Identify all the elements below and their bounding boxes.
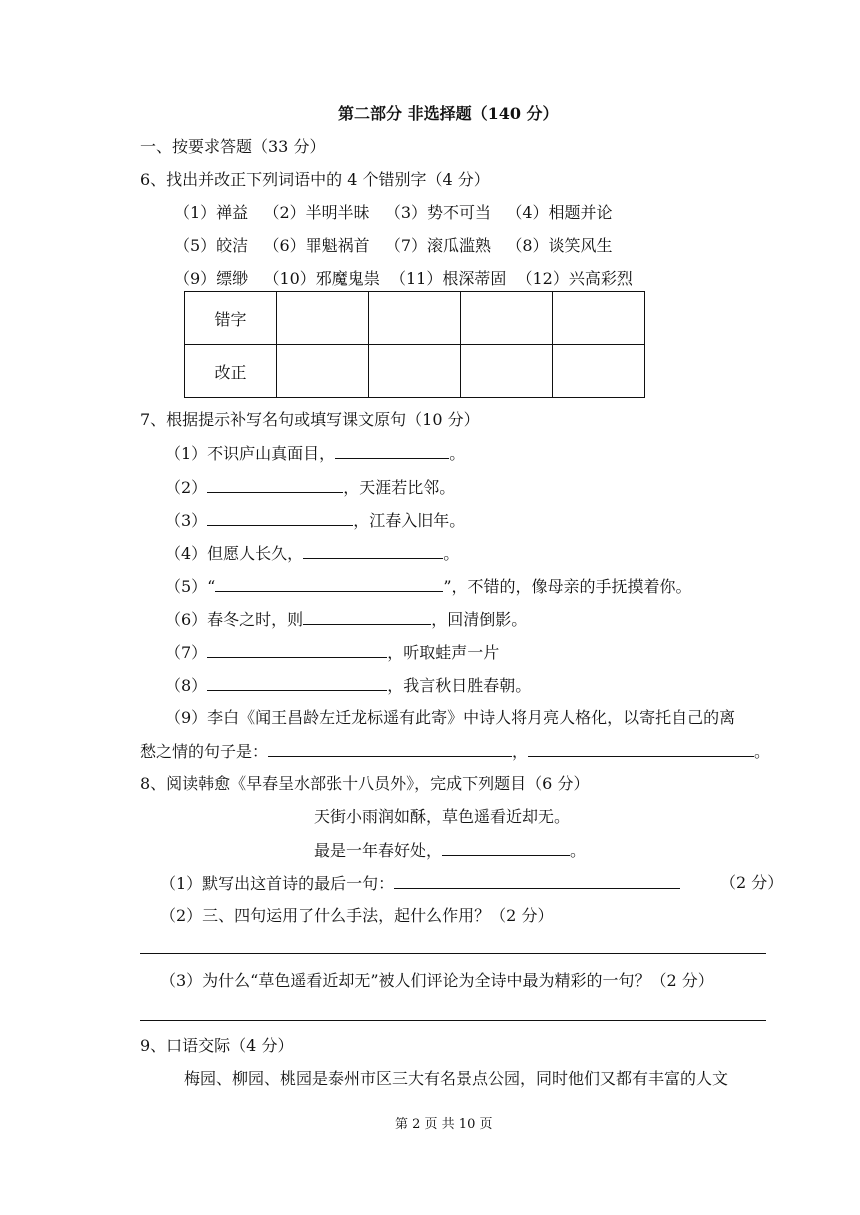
- q7-line3-end: ，江春入旧年。: [353, 511, 466, 530]
- q7-line6-text: （6）春冬之时，则: [165, 610, 304, 629]
- q8-sub1-text: （1）默写出这首诗的最后一句：: [160, 874, 395, 893]
- section-heading: 一、按要求答题（33 分）: [140, 137, 326, 156]
- q6-words-row3: （9）缥缈 （10）邪魔鬼祟 （11）根深蒂固 （12）兴高彩烈: [174, 269, 633, 288]
- q8-sub2: （2）三、四句运用了什么手法，起什么作用？（2 分）: [160, 906, 554, 925]
- q6-words-row1: （1）禅益 （2）半明半昧 （3）势不可当 （4）相题并论: [174, 203, 613, 222]
- answer-blank[interactable]: [207, 476, 343, 493]
- answer-blank[interactable]: [335, 442, 449, 459]
- q7-line4: [165, 542, 459, 565]
- q7-line9b-text: 愁之情的句子是：: [140, 742, 269, 761]
- q7-line9: （9）李白《闻王昌龄左迁龙标遥有此寄》中诗人将月亮人格化，以寄托自己的离: [165, 708, 736, 727]
- q7-line2: [165, 476, 455, 499]
- q7-line5-end: ”，不错的，像母亲的手抚摸着你。: [443, 577, 692, 596]
- q7-line1-text: （1）不识庐山真面目，: [165, 444, 336, 463]
- q7-line6: [165, 608, 527, 631]
- q7-line9-end: 。: [754, 742, 771, 761]
- table-cell[interactable]: [461, 292, 553, 345]
- answer-line[interactable]: [140, 953, 766, 954]
- q7-line5: [165, 575, 692, 598]
- answer-blank[interactable]: [207, 641, 387, 658]
- answer-blank[interactable]: [215, 575, 443, 592]
- table-label-correct: 改正: [185, 345, 277, 398]
- section-title: 第二部分 非选择题（140 分）: [338, 104, 559, 123]
- q8-sub1-score: （2 分）: [720, 873, 784, 892]
- q7-line8: [165, 674, 531, 697]
- q7-line1-end: 。: [449, 444, 466, 463]
- poem-line2: [314, 839, 586, 862]
- poem-line2-text: 最是一年春好处，: [314, 841, 443, 860]
- q7-line7-end: ，听取蛙声一片: [387, 643, 500, 662]
- q7-line4-text: （4）但愿人长久，: [165, 544, 304, 563]
- poem-line2-end: 。: [570, 841, 587, 860]
- poem-line1: 天街小雨润如酥，草色遥看近却无。: [314, 807, 571, 826]
- q7-line9-comma: ，: [512, 742, 529, 761]
- table-cell[interactable]: [277, 345, 369, 398]
- q7-line6-end: ，回清倒影。: [431, 610, 528, 629]
- q7-line9-continued: [140, 740, 770, 763]
- q8-sub3: （3）为什么“草色遥看近却无”被人们评论为全诗中最为精彩的一句？（2 分）: [160, 971, 714, 990]
- table-cell[interactable]: [553, 345, 645, 398]
- q7-line5-text: （5）“: [165, 577, 216, 596]
- q7-line3: [165, 509, 465, 532]
- q7-line7-text: （7）: [165, 643, 208, 662]
- answer-blank[interactable]: [207, 509, 353, 526]
- answer-blank[interactable]: [394, 872, 680, 889]
- q6-prompt: 6、找出并改正下列词语中的 4 个错别字（4 分）: [140, 170, 490, 189]
- answer-blank[interactable]: [268, 740, 512, 757]
- page-footer: 第 2 页 共 10 页: [395, 1117, 493, 1132]
- q7-line8-text: （8）: [165, 676, 208, 695]
- q8-prompt: 8、阅读韩愈《早春呈水部张十八员外》，完成下列题目（6 分）: [140, 774, 590, 793]
- table-label-wrong: 错字: [185, 292, 277, 345]
- q7-prompt: 7、根据提示补写名句或填写课文原句（10 分）: [140, 410, 480, 429]
- answer-blank[interactable]: [303, 608, 431, 625]
- q7-line2-text: （2）: [165, 478, 208, 497]
- answer-blank[interactable]: [528, 740, 754, 757]
- answer-blank[interactable]: [303, 542, 443, 559]
- q7-line7: [165, 641, 499, 664]
- q7-line8-end: ，我言秋日胜春朝。: [387, 676, 532, 695]
- table-cell[interactable]: [553, 292, 645, 345]
- q9-text: 梅园、柳园、桃园是泰州市区三大有名景点公园，同时他们又都有丰富的人文: [184, 1069, 729, 1088]
- table-cell[interactable]: [461, 345, 553, 398]
- table-cell[interactable]: [277, 292, 369, 345]
- answer-line[interactable]: [140, 1020, 766, 1021]
- q9-prompt: 9、口语交际（4 分）: [140, 1036, 294, 1055]
- q7-line3-text: （3）: [165, 511, 208, 530]
- q7-line2-end: ，天涯若比邻。: [343, 478, 456, 497]
- correction-table: [184, 291, 645, 398]
- q8-sub1: [160, 872, 680, 895]
- table-cell[interactable]: [369, 345, 461, 398]
- q7-line1: [165, 442, 465, 465]
- q6-words-row2: （5）皎洁 （6）罪魁祸首 （7）滚瓜滥熟 （8）谈笑风生: [174, 236, 613, 255]
- q7-line4-end: 。: [443, 544, 460, 563]
- table-cell[interactable]: [369, 292, 461, 345]
- answer-blank[interactable]: [207, 674, 387, 691]
- answer-blank[interactable]: [442, 839, 570, 856]
